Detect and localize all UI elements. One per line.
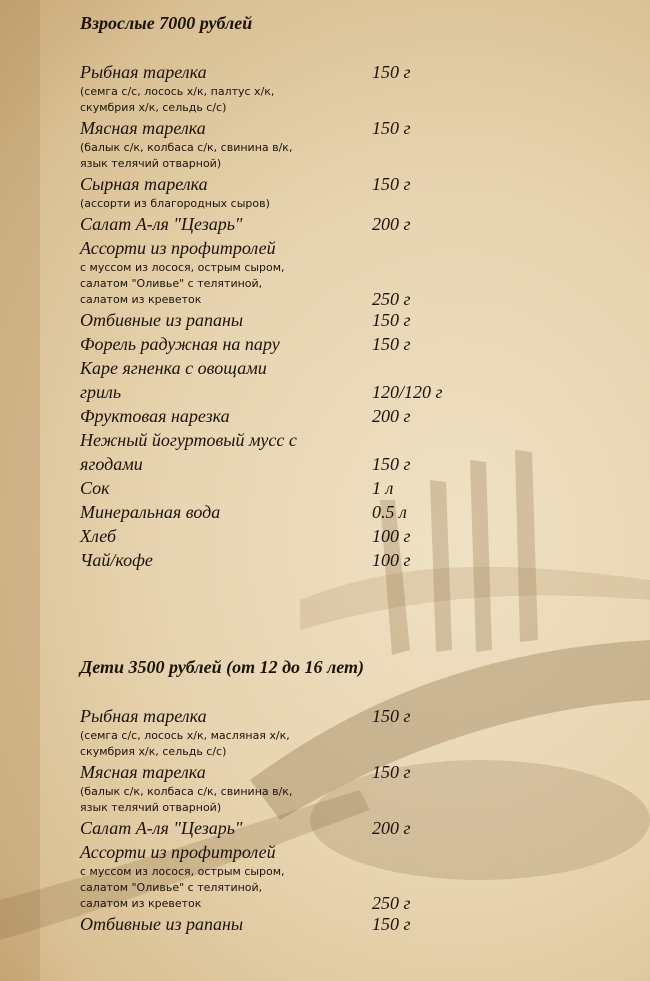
menu-item-description: скумбрия х/к, сельдь с/с) xyxy=(80,745,227,758)
menu-item-name: Ассорти из профитролей xyxy=(80,842,276,862)
menu-item-description: (балык с/к, колбаса с/к, свинина в/к, xyxy=(80,785,293,798)
menu-item-description: с муссом из лосося, острым сыром, xyxy=(80,865,285,878)
menu-item-weight: 150 г xyxy=(372,762,411,782)
menu-item-name: Чай/кофе xyxy=(80,550,153,570)
menu-item-name: Отбивные из рапаны xyxy=(80,310,244,330)
adults-section-heading: Взрослые 7000 рублей xyxy=(80,13,253,33)
menu-item-weight: 150 г xyxy=(372,914,411,934)
kids-section-heading: Дети 3500 рублей (от 12 до 16 лет) xyxy=(80,657,364,677)
menu-item-description: скумбрия х/к, сельдь с/с) xyxy=(80,101,227,114)
menu-item-weight: 150 г xyxy=(372,454,411,474)
menu-item-description: салатом из креветок xyxy=(80,293,202,306)
menu-item-description: с муссом из лосося, острым сыром, xyxy=(80,261,285,274)
menu-item-description: (ассорти из благородных сыров) xyxy=(80,197,270,210)
menu-item-name-continued: ягодами xyxy=(80,454,143,474)
menu-item-weight: 200 г xyxy=(372,406,411,426)
menu-item-name: Каре ягненка с овощами xyxy=(80,358,267,378)
menu-item-description: (семга с/с, лосось х/к, палтус х/к, xyxy=(80,85,275,98)
menu-item-name: Нежный йогуртовый мусс с xyxy=(80,430,297,450)
menu-item-weight: 200 г xyxy=(372,214,411,234)
menu-item-name-continued: гриль xyxy=(80,382,122,402)
menu-item-weight: 150 г xyxy=(372,62,411,82)
menu-item-name: Рыбная тарелка xyxy=(80,62,207,82)
menu-item-description: салатом из креветок xyxy=(80,897,202,910)
menu-item-name: Отбивные из рапаны xyxy=(80,914,244,934)
menu-item-weight: 150 г xyxy=(372,310,411,330)
menu-item-name: Салат А-ля "Цезарь" xyxy=(80,214,243,234)
menu-item-name: Рыбная тарелка xyxy=(80,706,207,726)
menu-item-weight: 120/120 г xyxy=(372,382,443,402)
menu-item-name: Фруктовая нарезка xyxy=(80,406,230,426)
menu-item-weight: 150 г xyxy=(372,706,411,726)
menu-item-name: Мясная тарелка xyxy=(80,762,206,782)
menu-item-description: (балык с/к, колбаса с/к, свинина в/к, xyxy=(80,141,293,154)
menu-item-weight: 150 г xyxy=(372,118,411,138)
menu-item-weight: 0.5 л xyxy=(372,502,407,522)
menu-item-weight: 250 г xyxy=(372,893,411,913)
menu-item-weight: 200 г xyxy=(372,818,411,838)
menu-item-weight: 150 г xyxy=(372,334,411,354)
menu-item-weight: 250 г xyxy=(372,289,411,309)
menu-item-name: Минеральная вода xyxy=(80,502,221,522)
menu-item-description: язык телячий отварной) xyxy=(80,801,222,814)
menu-item-name: Хлеб xyxy=(80,526,117,546)
menu-item-weight: 100 г xyxy=(372,550,411,570)
menu-item-description: (семга с/с, лосось х/к, масляная х/к, xyxy=(80,729,290,742)
menu-item-description: салатом "Оливье" с телятиной, xyxy=(80,881,263,894)
menu-item-name: Сок xyxy=(80,478,110,498)
menu-item-description: язык телячий отварной) xyxy=(80,157,222,170)
menu-item-weight: 150 г xyxy=(372,174,411,194)
menu-item-name: Салат А-ля "Цезарь" xyxy=(80,818,243,838)
menu-item-weight: 1 л xyxy=(372,478,394,498)
menu-item-name: Форель радужная на пару xyxy=(80,334,280,354)
menu-item-description: салатом "Оливье" с телятиной, xyxy=(80,277,263,290)
menu-item-weight: 100 г xyxy=(372,526,411,546)
menu-item-name: Мясная тарелка xyxy=(80,118,206,138)
menu-item-name: Ассорти из профитролей xyxy=(80,238,276,258)
menu-item-name: Сырная тарелка xyxy=(80,174,208,194)
